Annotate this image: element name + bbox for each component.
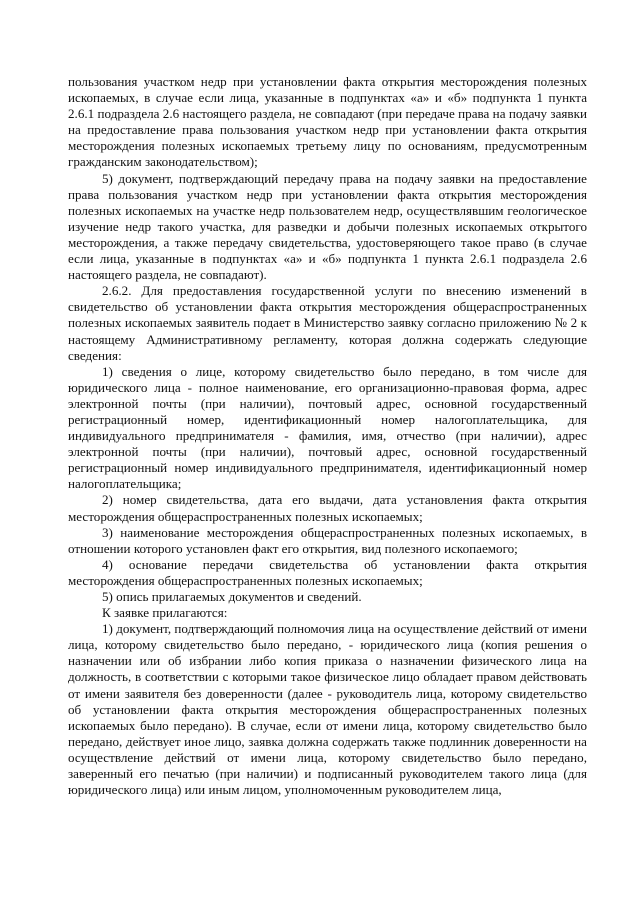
document-body — [68, 74, 587, 798]
paragraph-attachment-1-authority-document: 1) документ, подтверждающий полномочия лица на осуществление действий от имени лица, которому свидетельство было передано, - юридического лица (копия решения о назначении или об избрании либо копия приказа о назначении физического лица на должность, в соответствии с которыми такое физическое лицо обладает правом действовать от имени заявителя без доверенности (далее - руководитель лица, которому свидетельство об установлении факта открытия месторождения общераспространенных полезных ископаемых было передано). В случае, если от имени лица, которому свидетельство было передано, действует иное лицо, заявка должна содержать также подлинник доверенности на осуществление действий от имени лица, которому свидетельство было передано, заверенный его печатью (при наличии) и подписанный руководителем такого лица (для юридического лица) или иным лицом, уполномоченным руководителем лица, — [68, 621, 587, 798]
paragraph-item-1-transferee-info: 1) сведения о лице, которому свидетельство было передано, в том числе для юридического лица - полное наименование, его организационно-правовая форма, адрес электронной почты (при наличии), почтовый адрес, основной государственный регистрационный номер, идентификационный номер налогоплательщика, для индивидуального предпринимателя - фамилия, имя, отчество (при наличии), адрес электронной почты (при наличии), почтовый адрес, основной государственный регистрационный номер индивидуального предпринимателя, идентификационный номер налогоплательщика; — [68, 363, 587, 492]
paragraph-section-2-6-2: 2.6.2. Для предоставления государственной услуги по внесению изменений в свидетельство об установлении факта открытия месторождения общераспространенных полезных ископаемых заявитель подает в Министерство заявку согласно приложению № 2 к настоящему Административному регламенту, которая должна содержать следующие сведения: — [68, 283, 587, 363]
paragraph-item-3-deposit-name: 3) наименование месторождения общераспространенных полезных ископаемых, в отношении которого установлен факт его открытия, вид полезного ископаемого; — [68, 524, 587, 556]
paragraph-item-5-transfer-document: 5) документ, подтверждающий передачу права на подачу заявки на предоставление права пользования участком недр при установлении факта открытия месторождения полезных ископаемых на участке недр пользователем недр, осуществлявшим геологическое изучение недр такого участка, для разведки и добычи полезных ископаемых открытого месторождения, а также передачу свидетельства, удостоверяющего такое право (в случае если лица, указанные в подпунктах «а» и «б» подпункта 1 пункта 2.6.1 подраздела 2.6 настоящего раздела, не совпадают). — [68, 170, 587, 283]
paragraph-continuation: пользования участком недр при установлении факта открытия месторождения полезных ископаемых, в случае если лица, указанные в подпунктах «а» и «б» подпункта 1 пункта 2.6.1 подраздела 2.6 настоящего раздела, не совпадают (при передаче права на подачу заявки на предоставление права пользования участком недр при установлении факта открытия месторождения полезных ископаемых третьему лицу по основаниям, предусмотренным гражданским законодательством); — [68, 74, 587, 170]
paragraph-attachments-heading: К заявке прилагаются: — [102, 605, 228, 621]
paragraph-item-4-transfer-basis: 4) основание передачи свидетельства об установлении факта открытия месторождения общераспространенных полезных ископаемых; — [68, 556, 587, 588]
paragraph-item-2-certificate-number: 2) номер свидетельства, дата его выдачи, дата установления факта открытия месторождения общераспространенных полезных ископаемых; — [68, 492, 587, 524]
paragraph-item-5-inventory: 5) опись прилагаемых документов и сведений. — [102, 589, 362, 604]
